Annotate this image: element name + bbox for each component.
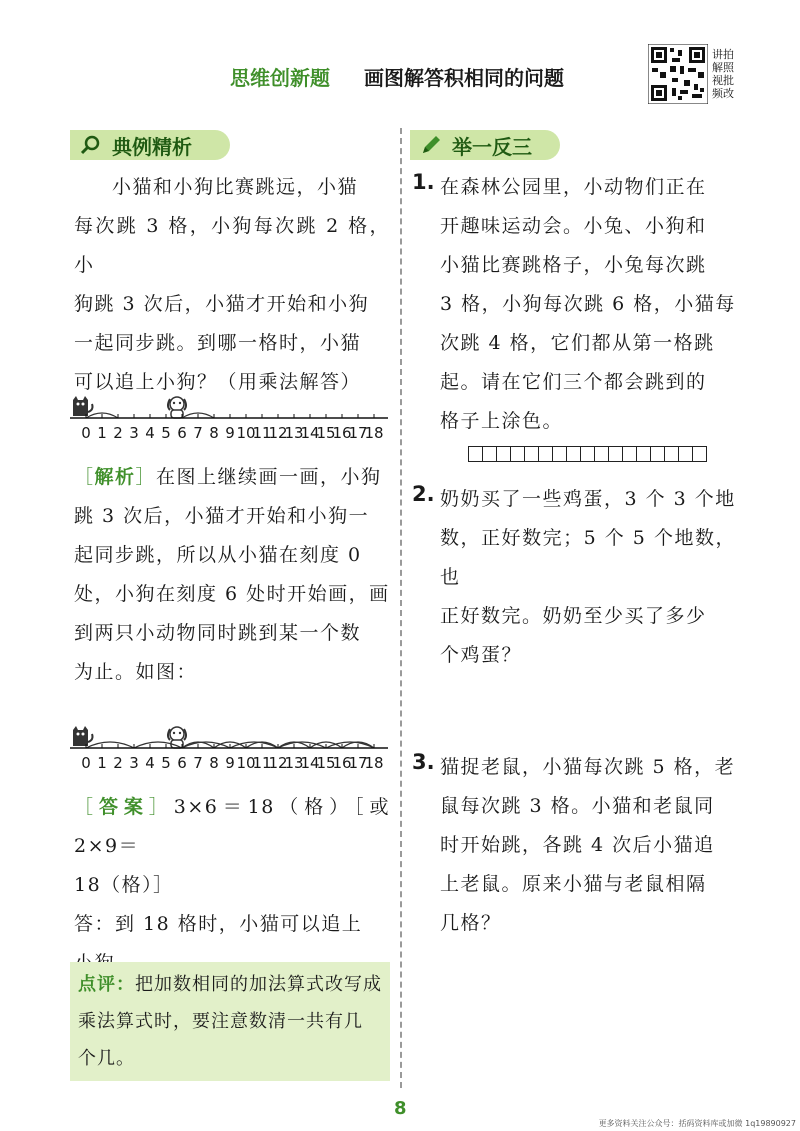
magnifier-icon <box>78 132 104 158</box>
problem-line: 一起同步跳。到哪一格时，小猫 <box>74 332 362 354</box>
grid-cell[interactable] <box>678 446 693 462</box>
question-line: 3 格，小狗每次跳 6 格，小猫每 <box>440 293 736 315</box>
tick-label: 17 <box>348 754 368 772</box>
question-line: 个鸡蛋？ <box>440 644 523 666</box>
question-line: 在森林公园里，小动物们正在 <box>440 176 707 198</box>
grid-cell[interactable] <box>650 446 665 462</box>
tick-label: 8 <box>209 754 219 772</box>
tick-label: 0 <box>81 754 91 772</box>
question-line: 奶奶买了一些鸡蛋，3 个 3 个地 <box>440 488 736 510</box>
tick-label: 4 <box>145 424 155 442</box>
problem-line: 每次跳 3 格，小狗每次跳 2 格，小 <box>74 215 390 276</box>
tick-label: 1 <box>97 424 107 442</box>
question-line: 鼠每次跳 3 格。小猫和老鼠同 <box>440 795 715 817</box>
question-line: 时开始跳，各跳 4 次后小猫追 <box>440 834 715 856</box>
grid-cell[interactable] <box>496 446 511 462</box>
grid-cell[interactable] <box>552 446 567 462</box>
tick-label: 2 <box>113 424 123 442</box>
analysis-label: 解析 <box>94 466 136 488</box>
tick-label: 3 <box>129 754 139 772</box>
page-number: 8 <box>394 1098 407 1119</box>
question-1 <box>440 168 736 441</box>
analysis-line: 到两只小动物同时跳到某一个数 <box>74 622 362 644</box>
section-label: 思维创新题 <box>230 66 330 90</box>
example-tag <box>70 130 230 160</box>
pencil-icon <box>418 132 444 158</box>
answer-line: 18（格）］ <box>74 874 174 896</box>
grid-cell[interactable] <box>468 446 483 462</box>
answer-line: 3×6＝18（格）［或 2×9＝ <box>74 796 390 857</box>
question-3-number: 3. <box>412 750 435 774</box>
question-line: 起。请在它们三个都会跳到的 <box>440 371 707 393</box>
dog-icon <box>168 397 186 418</box>
example-tag-label: 典例精析 <box>112 134 192 159</box>
jump-arc <box>86 742 134 748</box>
answer: ［答案］3×6＝18（格）［或 2×9＝ 18（格）］ 答：到 18 格时，小猫可以追上 <box>74 788 390 983</box>
comment-label: 点评： <box>78 974 135 995</box>
grid-cell[interactable] <box>510 446 525 462</box>
qr-caption: 讲拍 解照 视批 频改 <box>712 48 734 100</box>
tick-label: 9 <box>225 754 235 772</box>
grid-strip <box>468 446 707 462</box>
grid-cell[interactable] <box>622 446 637 462</box>
answer-label: 答案 <box>98 796 149 818</box>
grid-cell[interactable] <box>594 446 609 462</box>
practice-tag <box>410 130 560 160</box>
cat-icon <box>73 396 93 416</box>
tick-label: 2 <box>113 754 123 772</box>
number-line-2 <box>70 712 390 772</box>
question-line: 小猫比赛跳格子，小兔每次跳 <box>440 254 707 276</box>
grid-cell[interactable] <box>664 446 679 462</box>
tick-label: 9 <box>225 424 235 442</box>
watermark: 更多资料关注公众号：括码资料库或加微 1q19890927 <box>598 1119 796 1128</box>
tick-label: 18 <box>364 754 384 772</box>
analysis-line: 在图上继续画一画，小狗 <box>156 466 382 488</box>
question-line: 次跳 4 格，它们都从第一格跳 <box>440 332 715 354</box>
tick-label: 6 <box>177 424 187 442</box>
analysis-line: 为止。如图： <box>74 661 198 683</box>
tick-label: 3 <box>129 424 139 442</box>
tick-label: 5 <box>161 424 171 442</box>
question-line: 开趣味运动会。小兔、小狗和 <box>440 215 707 237</box>
question-line: 格子上涂色。 <box>440 410 564 432</box>
tick-label: 0 <box>81 424 91 442</box>
grid-cell[interactable] <box>538 446 553 462</box>
comment-line: 个几。 <box>78 1048 135 1069</box>
comment-box <box>70 962 390 1081</box>
question-3 <box>440 748 736 943</box>
grid-cell[interactable] <box>580 446 595 462</box>
tick-label: 7 <box>193 754 203 772</box>
cat-icon <box>73 726 93 746</box>
question-line: 数，正好数完；5 个 5 个地数，也 <box>440 527 736 588</box>
tick-label: 13 <box>284 754 304 772</box>
problem-line: 可以追上小狗？（用乘法解答） <box>74 371 362 393</box>
tick-label: 13 <box>284 424 304 442</box>
page-title: 画图解答积相同的问题 <box>364 66 564 90</box>
tick-label: 8 <box>209 424 219 442</box>
grid-cell[interactable] <box>566 446 581 462</box>
tick-label: 5 <box>161 754 171 772</box>
tick-label: 10 <box>236 754 256 772</box>
grid-cell[interactable] <box>524 446 539 462</box>
dog-icon <box>168 727 186 748</box>
tick-label: 11 <box>252 754 272 772</box>
tick-label: 16 <box>332 424 352 442</box>
qr-code[interactable] <box>648 44 708 104</box>
number-line-1 <box>70 382 390 442</box>
problem-line: 小猫和小狗比赛跳远，小猫 <box>112 176 359 198</box>
tick-label: 16 <box>332 754 352 772</box>
question-line: 几格？ <box>440 912 502 934</box>
comment-line: 把加数相同的加法算式改写成 <box>135 974 382 995</box>
tick-label: 10 <box>236 424 256 442</box>
problem-line: 狗跳 3 次后，小猫才开始和小狗 <box>74 293 370 315</box>
example-problem <box>74 168 390 402</box>
analysis-line: 起同步跳，所以从小猫在刻度 0 <box>74 544 362 566</box>
comment-line: 乘法算式时，要注意数清一共有几 <box>78 1011 363 1032</box>
grid-cell[interactable] <box>636 446 651 462</box>
practice-tag-label: 举一反三 <box>452 134 532 159</box>
tick-label: 11 <box>252 424 272 442</box>
question-2 <box>440 480 736 675</box>
analysis-line: 跳 3 次后，小猫才开始和小狗一 <box>74 505 370 527</box>
question-line: 正好数完。奶奶至少买了多少 <box>440 605 707 627</box>
tick-label: 1 <box>97 754 107 772</box>
tick-label: 15 <box>316 424 336 442</box>
tick-label: 12 <box>268 754 288 772</box>
grid-cell[interactable] <box>482 446 497 462</box>
tick-label: 12 <box>268 424 288 442</box>
tick-label: 6 <box>177 754 187 772</box>
tick-label: 4 <box>145 754 155 772</box>
tick-label: 15 <box>316 754 336 772</box>
tick-label: 14 <box>300 754 320 772</box>
tick-label: 18 <box>364 424 384 442</box>
tick-label: 17 <box>348 424 368 442</box>
column-divider <box>400 128 402 1088</box>
grid-cell[interactable] <box>608 446 623 462</box>
question-1-number: 1. <box>412 170 435 194</box>
tick-label: 7 <box>193 424 203 442</box>
grid-cell[interactable] <box>692 446 707 462</box>
question-2-number: 2. <box>412 482 435 506</box>
analysis-line: 处，小狗在刻度 6 处时开始画，画 <box>74 583 390 605</box>
question-line: 猫捉老鼠，小猫每次跳 5 格，老 <box>440 756 736 778</box>
analysis: ［解析］在图上继续画一画，小狗 跳 3 次后，小猫才开始和小狗一 起同步跳，所以从小猫在刻度 0 处，小狗在刻度 6 处时开始画，画 到两只小动物同时跳到某一个数 为止。如图： <box>74 458 390 692</box>
tick-label: 14 <box>300 424 320 442</box>
conclusion-line: 答：到 18 格时，小猫可以追上 <box>74 913 363 935</box>
question-line: 上老鼠。原来小猫与老鼠相隔 <box>440 873 707 895</box>
